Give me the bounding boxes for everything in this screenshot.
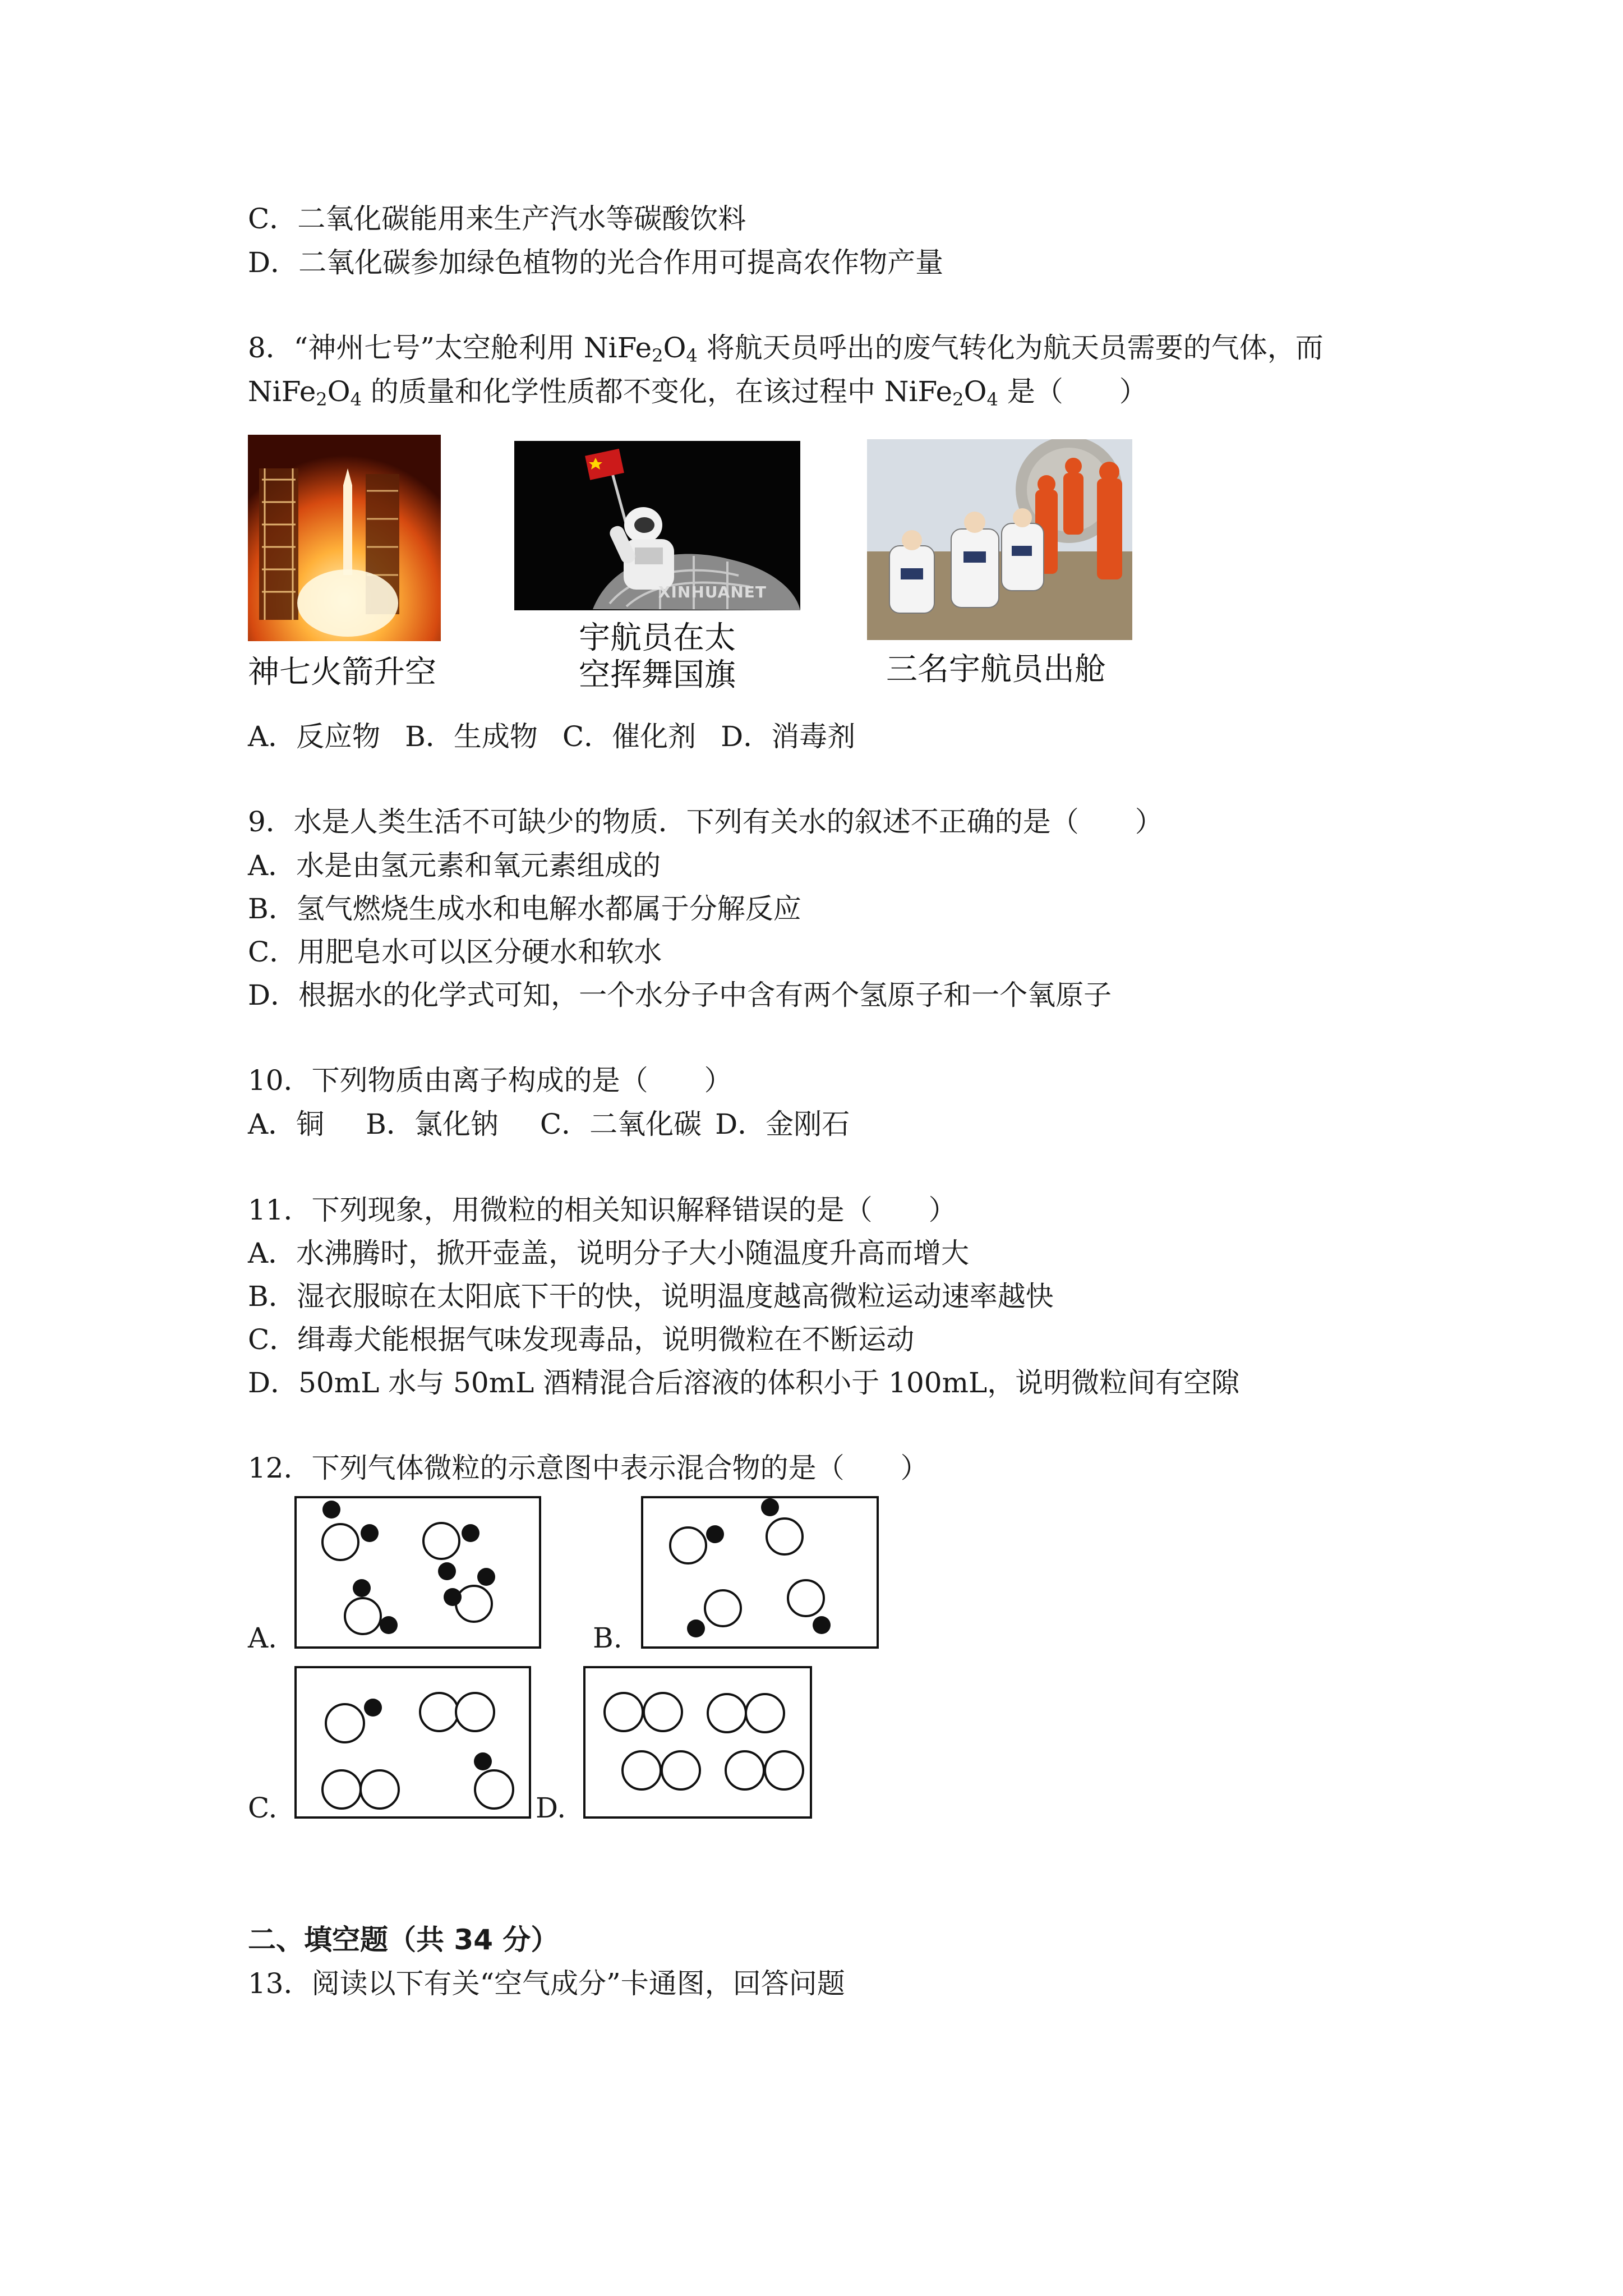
q8-options [248,720,855,753]
section-2-heading: 二、填空题（共 34 分） [248,1924,559,1956]
q10-option-a: A．铜 [248,1108,325,1140]
q12-diagram-c [294,1666,531,1819]
q8-stem-line2: $NiFe_2O_4$ 的质量和化学性质都不变化，在该过程中 $NiFe_2O_4$ 是（ ） [248,375,1147,410]
astronaut-flag-photo [514,441,800,610]
q8-option-c: C．催化剂 [562,720,697,753]
rocket-launch-caption: 神七火箭升空 [248,654,436,691]
q12-label-b: B. [593,1622,623,1654]
q11-option-d: D．50mL 水与 50mL 酒精混合后溶液的体积小于 100mL，说明微粒间有空隙 [248,1366,1240,1399]
q9-option-a: A．水是由氢元素和氧元素组成的 [248,849,661,882]
q9-option-d: D．根据水的化学式可知，一个水分子中含有两个氢原子和一个氧原子 [248,979,1112,1011]
q7-option-d: D．二氧化碳参加绿色植物的光合作用可提高农作物产量 [248,246,944,279]
q12-label-c: C. [248,1792,278,1824]
q11-stem: 11．下列现象，用微粒的相关知识解释错误的是（ ） [248,1194,957,1226]
q8-stem-line1: 8．“神州七号”太空舱利用 $NiFe_2O_4$ 将航天员呼出的废气转化为航天员需要的气体，而 [248,332,1324,366]
q12-label-d: D. [536,1792,566,1824]
q12-label-a: A. [248,1622,278,1654]
q12-diagram-d [583,1666,812,1819]
rocket-launch-photo [248,435,441,641]
q12-stem: 12．下列气体微粒的示意图中表示混合物的是（ ） [248,1452,929,1484]
q7-option-c: C．二氧化碳能用来生产汽水等碳酸饮料 [248,203,746,235]
astronaut-flag-caption-line1: 宇航员在太 [579,620,736,656]
q10-stem: 10．下列物质由离子构成的是（ ） [248,1064,732,1097]
q8-option-b: B．生成物 [405,720,538,753]
q8-option-d: D．消毒剂 [721,720,856,753]
q11-option-c: C．缉毒犬能根据气味发现毒品，说明微粒在不断运动 [248,1323,915,1356]
astronauts-landing-photo [867,439,1132,640]
q13-stem: 13．阅读以下有关“空气成分”卡通图，回答问题 [248,1967,845,2000]
q9-option-b: B．氢气燃烧生成水和电解水都属于分解反应 [248,892,801,925]
q9-option-c: C．用肥皂水可以区分硬水和软水 [248,936,662,968]
q10-options [248,1107,850,1141]
q10-option-d: D．金刚石 [715,1108,850,1140]
q10-option-c: C．二氧化碳 [540,1108,702,1140]
q11-option-b: B．湿衣服晾在太阳底下干的快，说明温度越高微粒运动速率越快 [248,1280,1054,1313]
astronauts-landing-caption: 三名宇航员出舱 [886,651,1106,688]
q8-option-a: A．反应物 [248,720,381,753]
q11-option-a: A．水沸腾时，掀开壶盖，说明分子大小随温度升高而增大 [248,1237,970,1269]
q10-option-b: B．氯化钠 [366,1108,499,1140]
q12-diagram-a [294,1496,541,1649]
astronaut-flag-caption-line2: 空挥舞国旗 [579,657,736,693]
q12-diagram-b [641,1496,879,1649]
xinhuanet-watermark: XINHUANET [658,583,767,601]
q9-stem: 9．水是人类生活不可缺少的物质．下列有关水的叙述不正确的是（ ） [248,806,1163,838]
